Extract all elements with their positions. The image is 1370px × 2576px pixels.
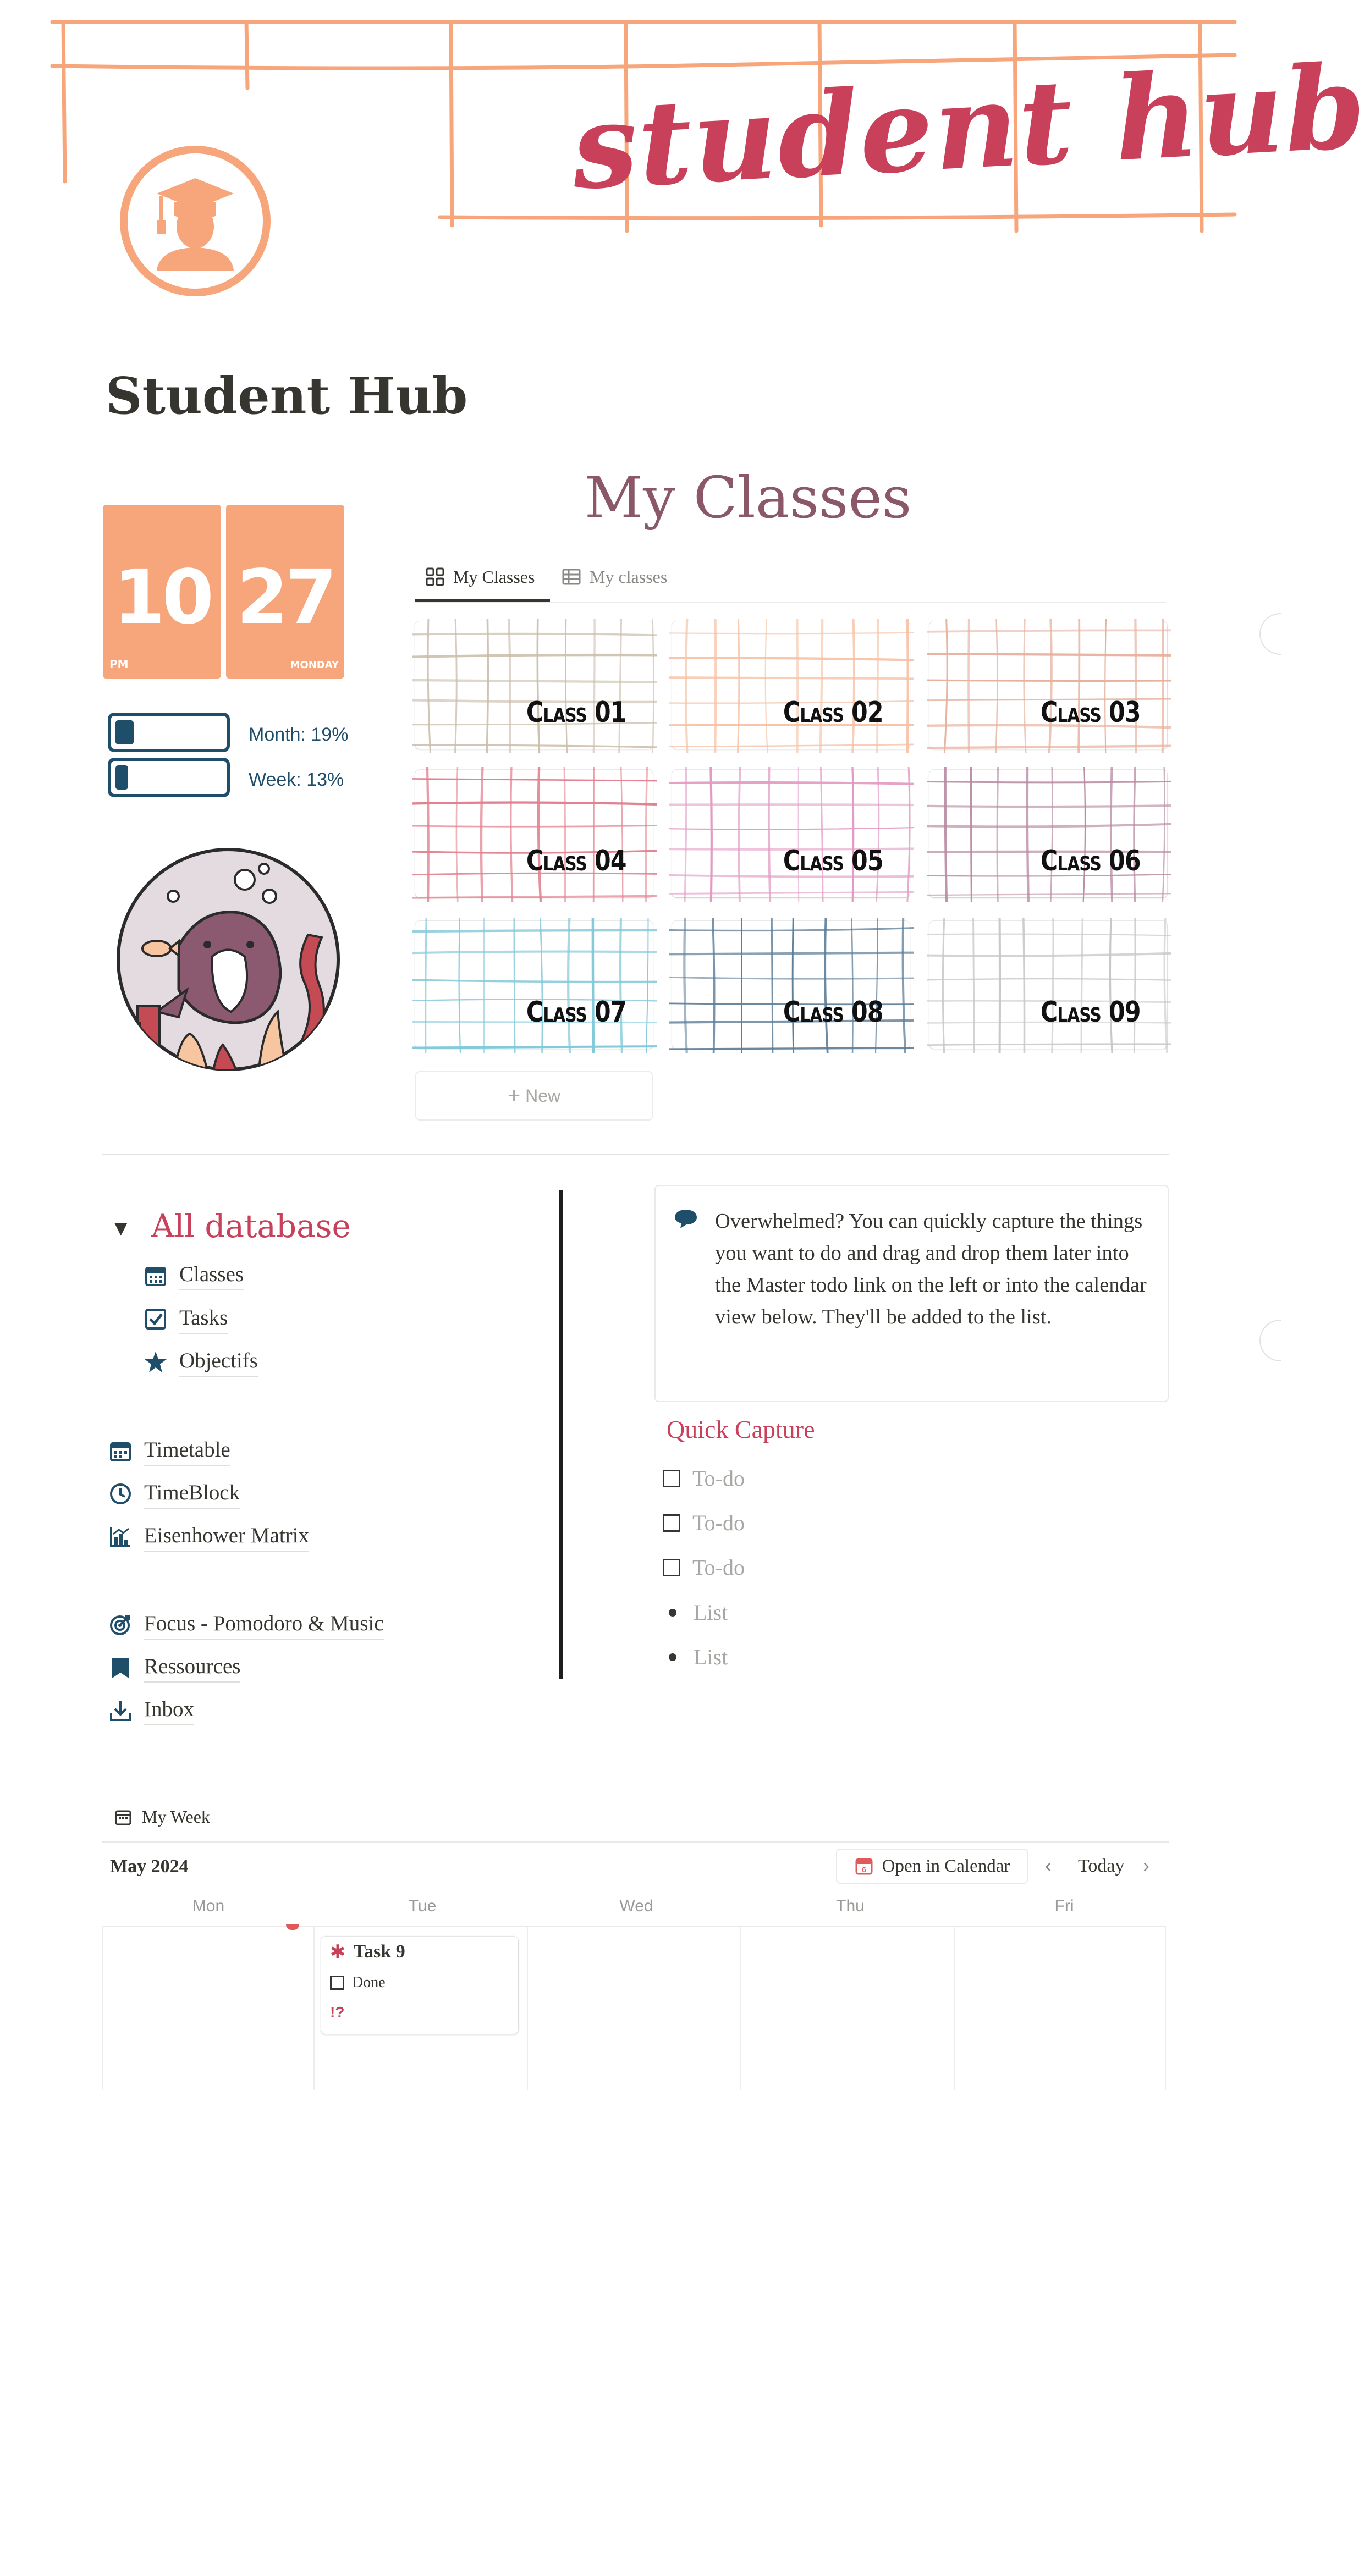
link-timetable-label: Timetable bbox=[144, 1436, 230, 1466]
open-in-calendar-label: Open in Calendar bbox=[882, 1856, 1010, 1876]
day-column-divider bbox=[954, 1926, 955, 2090]
page-title: Student Hub bbox=[106, 366, 468, 426]
graduate-avatar-icon bbox=[118, 144, 272, 298]
asterisk-icon: ✱ bbox=[330, 1941, 346, 1963]
new-class-button[interactable] bbox=[415, 1071, 653, 1121]
calendar-icon bbox=[114, 1808, 132, 1826]
class-card[interactable] bbox=[929, 770, 1167, 897]
link-ressources[interactable] bbox=[109, 1653, 240, 1683]
bullet-item[interactable] bbox=[663, 1599, 728, 1626]
day-header: Fri bbox=[1054, 1897, 1074, 1915]
link-objectifs[interactable] bbox=[144, 1347, 258, 1377]
class-card-label: Class 01 bbox=[526, 696, 626, 729]
todo-text[interactable]: To-do bbox=[692, 1555, 745, 1580]
tabs-divider bbox=[415, 602, 1166, 603]
week-progress-fill bbox=[115, 765, 128, 790]
grid-pattern bbox=[415, 921, 653, 1049]
class-card[interactable] bbox=[672, 770, 910, 897]
svg-text:6: 6 bbox=[861, 1865, 866, 1874]
section-divider bbox=[102, 1154, 1169, 1155]
toggle-triangle-icon[interactable]: ▼ bbox=[110, 1216, 132, 1240]
link-focus[interactable] bbox=[109, 1610, 384, 1640]
todo-checkbox[interactable] bbox=[663, 1514, 680, 1532]
calendar-view-tab[interactable] bbox=[114, 1807, 210, 1827]
class-card[interactable] bbox=[415, 770, 653, 897]
event-done-property[interactable] bbox=[330, 1974, 386, 1992]
classes-heading: My Classes bbox=[584, 464, 912, 531]
callout-text: Overwhelmed? You can quickly capture the things you want to do and drag and drop them later into the Master todo link on the left or into the calendar view below. They'll be added to the list. bbox=[715, 1210, 1147, 1328]
gallery-icon bbox=[425, 566, 445, 587]
target-icon bbox=[109, 1613, 132, 1636]
todo-text[interactable]: To-do bbox=[692, 1510, 745, 1535]
scroll-handle[interactable] bbox=[1259, 1320, 1281, 1361]
class-card-label: Class 03 bbox=[1041, 696, 1141, 729]
clock-day: MONDAY bbox=[290, 659, 339, 671]
class-card[interactable] bbox=[929, 921, 1167, 1049]
class-card[interactable] bbox=[929, 621, 1167, 749]
month-progress-bar bbox=[108, 713, 230, 752]
link-timetable[interactable] bbox=[109, 1436, 230, 1466]
new-button-label: New bbox=[525, 1086, 561, 1106]
whale-illustration bbox=[113, 847, 344, 1072]
event-title-label: Task 9 bbox=[353, 1941, 405, 1962]
link-timeblock[interactable] bbox=[109, 1479, 240, 1509]
event-title[interactable] bbox=[330, 1941, 405, 1963]
link-objectifs-label: Objectifs bbox=[179, 1347, 258, 1377]
banner-title: student hub bbox=[569, 38, 1370, 216]
bookmark-icon bbox=[109, 1656, 132, 1679]
link-timeblock-label: TimeBlock bbox=[144, 1479, 240, 1509]
calendar-icon bbox=[144, 1264, 167, 1287]
todo-text[interactable]: To-do bbox=[692, 1466, 745, 1491]
link-inbox[interactable] bbox=[109, 1696, 194, 1725]
day-column-divider bbox=[1165, 1926, 1166, 2090]
grid-pattern bbox=[672, 621, 910, 749]
prev-week-chevron-icon[interactable]: ‹ bbox=[1045, 1854, 1052, 1877]
grid-pattern bbox=[929, 770, 1167, 897]
class-card[interactable] bbox=[672, 621, 910, 749]
clock-hour: 10 bbox=[113, 554, 211, 641]
download-icon bbox=[109, 1699, 132, 1722]
week-progress-bar bbox=[108, 758, 230, 797]
column-divider bbox=[559, 1190, 563, 1679]
done-checkbox[interactable] bbox=[330, 1976, 344, 1990]
grid-pattern bbox=[929, 921, 1167, 1049]
todo-checkbox[interactable] bbox=[663, 1470, 680, 1487]
clock-ampm: PM bbox=[109, 658, 129, 671]
month-progress-fill bbox=[115, 720, 134, 744]
clock-minute: 27 bbox=[236, 554, 334, 641]
bullet-dot bbox=[669, 1609, 676, 1617]
chart-icon bbox=[109, 1525, 132, 1548]
clock-icon bbox=[109, 1482, 132, 1505]
class-card-label: Class 09 bbox=[1041, 996, 1141, 1029]
bullet-text[interactable]: List bbox=[694, 1600, 728, 1625]
link-eisenhower[interactable] bbox=[109, 1522, 309, 1552]
link-ressources-label: Ressources bbox=[144, 1653, 240, 1683]
class-card-label: Class 08 bbox=[783, 996, 883, 1029]
class-card[interactable] bbox=[415, 921, 653, 1049]
event-priority: !? bbox=[330, 2004, 345, 2021]
class-card-label: Class 05 bbox=[783, 845, 883, 878]
quick-capture-heading: Quick Capture bbox=[667, 1415, 815, 1443]
day-column-divider bbox=[527, 1926, 528, 2090]
month-progress-label: Month: 19% bbox=[249, 724, 349, 745]
day-column-divider bbox=[102, 1926, 103, 2090]
todo-checkbox[interactable] bbox=[663, 1559, 680, 1576]
next-week-chevron-icon[interactable]: › bbox=[1143, 1854, 1149, 1877]
day-header: Mon bbox=[192, 1897, 225, 1915]
calendar-header-divider bbox=[102, 1926, 1166, 1927]
link-classes-label: Classes bbox=[179, 1261, 244, 1290]
class-card-label: Class 06 bbox=[1041, 845, 1141, 878]
day-header: Tue bbox=[408, 1897, 437, 1915]
calendar-month: May 2024 bbox=[110, 1856, 189, 1877]
todo-item[interactable] bbox=[663, 1509, 745, 1537]
star-icon bbox=[144, 1350, 167, 1374]
tab-gallery-view[interactable] bbox=[425, 565, 535, 598]
day-column-divider bbox=[313, 1926, 315, 2090]
speech-bubble-icon bbox=[674, 1207, 698, 1229]
todo-item[interactable] bbox=[663, 1554, 745, 1581]
link-classes[interactable] bbox=[144, 1261, 244, 1290]
bullet-dot bbox=[669, 1653, 676, 1661]
calendar-divider bbox=[102, 1841, 1169, 1843]
all-database-heading[interactable]: All database bbox=[151, 1207, 351, 1245]
calendar-view-label: My Week bbox=[142, 1807, 210, 1827]
link-inbox-label: Inbox bbox=[144, 1696, 194, 1725]
grid-pattern bbox=[415, 770, 653, 897]
calendar-icon bbox=[109, 1439, 132, 1463]
class-card-label: Class 07 bbox=[526, 996, 626, 1029]
tab-table-label: My classes bbox=[590, 567, 668, 587]
link-tasks-label: Tasks bbox=[179, 1304, 228, 1334]
grid-pattern bbox=[672, 921, 910, 1049]
open-in-calendar-button[interactable] bbox=[836, 1849, 1028, 1884]
calendar-app-icon bbox=[855, 1857, 873, 1876]
plus-icon: + bbox=[507, 1084, 521, 1108]
bullet-item[interactable] bbox=[663, 1643, 728, 1671]
class-card[interactable] bbox=[415, 621, 653, 749]
checkbox-icon bbox=[144, 1308, 167, 1331]
tab-table-view[interactable] bbox=[561, 565, 667, 598]
clock-minute-panel bbox=[226, 505, 344, 679]
grid-pattern bbox=[672, 770, 910, 897]
class-card-label: Class 04 bbox=[526, 845, 626, 878]
week-progress-label: Week: 13% bbox=[249, 769, 344, 790]
link-focus-label: Focus - Pomodoro & Music bbox=[144, 1610, 384, 1640]
link-tasks[interactable] bbox=[144, 1304, 228, 1334]
class-card[interactable] bbox=[672, 921, 910, 1049]
day-header: Thu bbox=[836, 1897, 865, 1915]
current-time-marker bbox=[286, 1924, 299, 1930]
tab-gallery-label: My Classes bbox=[453, 567, 535, 587]
today-button[interactable]: Today bbox=[1078, 1856, 1125, 1876]
class-card-label: Class 02 bbox=[783, 696, 883, 729]
scroll-handle[interactable] bbox=[1259, 613, 1281, 655]
day-header: Wed bbox=[619, 1897, 653, 1915]
link-eisenhower-label: Eisenhower Matrix bbox=[144, 1522, 309, 1552]
table-icon bbox=[561, 566, 582, 587]
grid-pattern bbox=[929, 621, 1167, 749]
bullet-text[interactable]: List bbox=[694, 1645, 728, 1669]
grid-pattern bbox=[415, 621, 653, 749]
done-label: Done bbox=[352, 1974, 386, 1991]
todo-item[interactable] bbox=[663, 1465, 745, 1492]
day-column-divider bbox=[740, 1926, 741, 2090]
clock-hour-panel bbox=[103, 505, 221, 679]
